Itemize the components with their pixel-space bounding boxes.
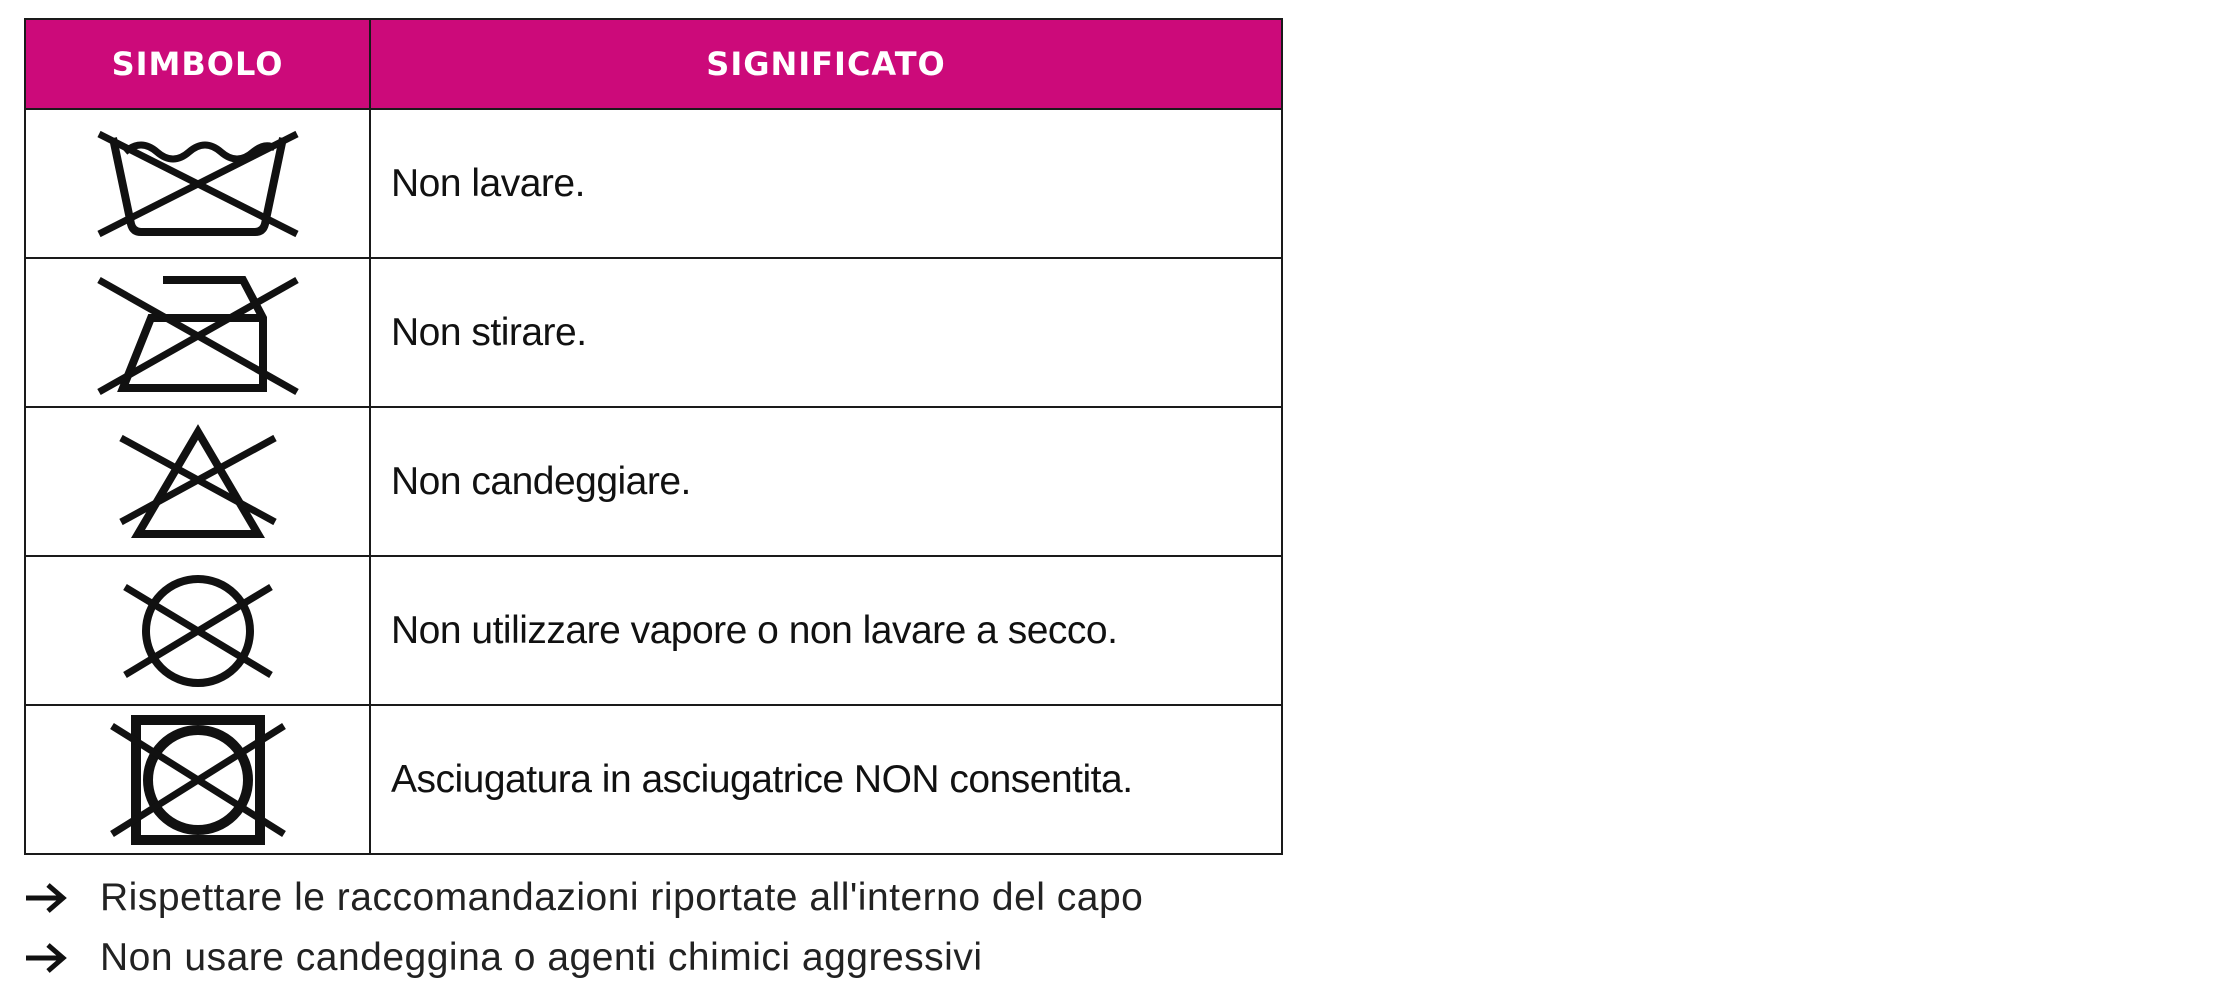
table-row <box>25 556 1282 705</box>
symbol-cell <box>25 705 370 854</box>
table-header-row <box>25 19 1282 109</box>
symbol-cell <box>25 109 370 258</box>
meaning-cell: Non lavare. <box>370 109 1282 258</box>
symbol-cell <box>25 258 370 407</box>
note-text: Rispettare le raccomandazioni riportate all'interno del capo <box>100 876 1144 919</box>
note-item <box>24 928 1324 988</box>
meaning-cell: Non utilizzare vapore o non lavare a secco. <box>370 556 1282 705</box>
table-row <box>25 258 1282 407</box>
table-row <box>25 109 1282 258</box>
arrow-right-icon <box>24 882 100 914</box>
care-symbols-table <box>24 18 1283 855</box>
meaning-cell: Non candeggiare. <box>370 407 1282 556</box>
table-row <box>25 705 1282 854</box>
arrow-right-icon <box>24 942 100 974</box>
meaning-cell: Non stirare. <box>370 258 1282 407</box>
symbol-cell <box>25 556 370 705</box>
care-notes <box>24 868 1324 988</box>
no-iron-icon <box>93 268 303 398</box>
meaning-column-header: SIGNIFICATO <box>370 19 1282 109</box>
note-text: Non usare candeggina o agenti chimici aggressivi <box>100 936 983 979</box>
no-wash-icon <box>93 124 303 244</box>
no-tumble-dry-icon <box>108 714 288 846</box>
meaning-cell: Asciugatura in asciugatrice NON consentita. <box>370 705 1282 854</box>
no-dry-clean-icon <box>113 571 283 691</box>
symbol-column-header: SIMBOLO <box>25 19 370 109</box>
no-bleach-icon <box>113 422 283 542</box>
symbol-cell <box>25 407 370 556</box>
note-item <box>24 868 1324 928</box>
table-row <box>25 407 1282 556</box>
